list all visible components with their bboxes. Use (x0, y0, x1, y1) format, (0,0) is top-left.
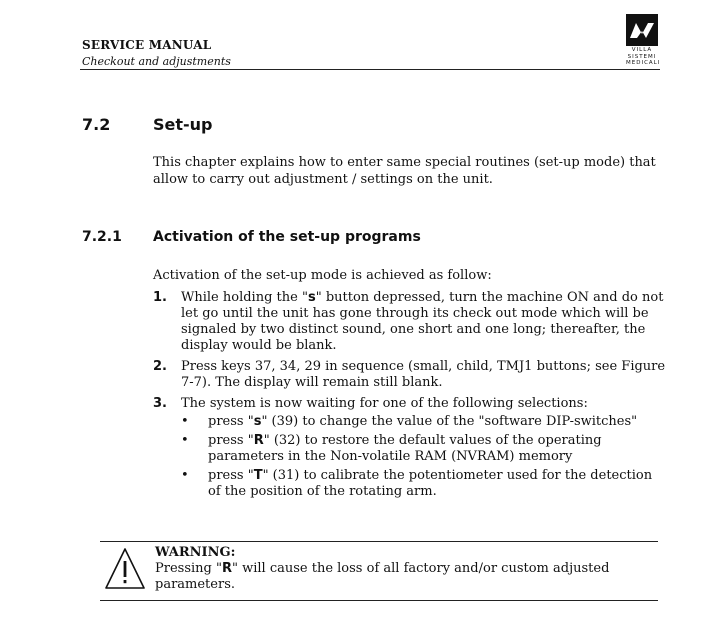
key-label: s (307, 290, 316, 305)
step-text: While holding the " (181, 290, 308, 305)
key-label: s (253, 414, 262, 429)
steps-list (153, 290, 668, 505)
option-text: " (31) to calibrate the potentiometer used for the detection of the position of the rotating arm. (208, 468, 653, 499)
subsection-lead: Activation of the set-up mode is achieved as follow: (153, 268, 492, 283)
option-text: press " (208, 414, 254, 429)
warning-text-part: " will cause the loss of all factory and/or custom adjusted parameters. (155, 561, 610, 592)
option-text: press " (208, 468, 254, 483)
step-text: The system is now waiting for one of the following selections: (181, 396, 588, 411)
subsection-number: 7.2.1 (82, 229, 122, 245)
warning-triangle-icon (103, 546, 147, 592)
villa-logo (626, 14, 661, 69)
warning-text-part: Pressing " (155, 561, 222, 576)
option-item (181, 468, 668, 500)
logo-text (626, 47, 661, 67)
warning-title: WARNING: (155, 545, 236, 560)
option-text: press " (208, 433, 254, 448)
key-label: R (253, 433, 264, 448)
warning-top-rule (100, 541, 658, 542)
option-list (181, 414, 668, 500)
header-divider (80, 69, 660, 70)
logo-mark-icon (626, 14, 658, 46)
step-number: 2. (153, 359, 167, 374)
section-title: Set-up (153, 115, 213, 134)
bullet-icon: • (181, 414, 189, 429)
logo-line: SISTEMI (627, 53, 657, 60)
logo-line: MEDICALI (626, 60, 661, 66)
warning-text (155, 561, 655, 593)
logo-line: VILLA (631, 47, 653, 53)
header-title: SERVICE MANUAL (82, 38, 212, 52)
key-label: R (221, 561, 232, 576)
step-text: Press keys 37, 34, 29 in sequence (small, child, TMJ1 buttons; see Figure 7-7). The display will remain still blank. (181, 359, 666, 390)
warning-bottom-rule (100, 600, 658, 601)
option-text: " (32) to restore the default values of the operating parameters in the Non-volatile RAM (NVRAM) memory (208, 433, 602, 464)
section-intro: This chapter explains how to enter same special routines (set-up mode) that allow to carry out adjustment / settings on the unit. (153, 155, 656, 187)
option-item (181, 433, 668, 465)
header-subtitle: Checkout and adjustments (82, 55, 231, 68)
key-label: T (253, 468, 263, 483)
option-item (181, 414, 668, 430)
subsection-title: Activation of the set-up programs (153, 229, 421, 245)
step-number: 3. (153, 396, 167, 411)
section-number: 7.2 (82, 115, 111, 134)
step-item (153, 396, 668, 500)
option-text: " (39) to change the value of the "software DIP-switches" (261, 414, 638, 429)
step-text: " button depressed, turn the machine ON and do not let go until the unit has gone through its check out mode which will be signaled by two distinct sound, one short and one long; thereafter, the display would be blank. (181, 290, 664, 353)
bullet-icon: • (181, 468, 189, 483)
step-number: 1. (153, 290, 167, 305)
bullet-icon: • (181, 433, 189, 448)
step-item (153, 290, 668, 354)
step-item (153, 359, 668, 391)
